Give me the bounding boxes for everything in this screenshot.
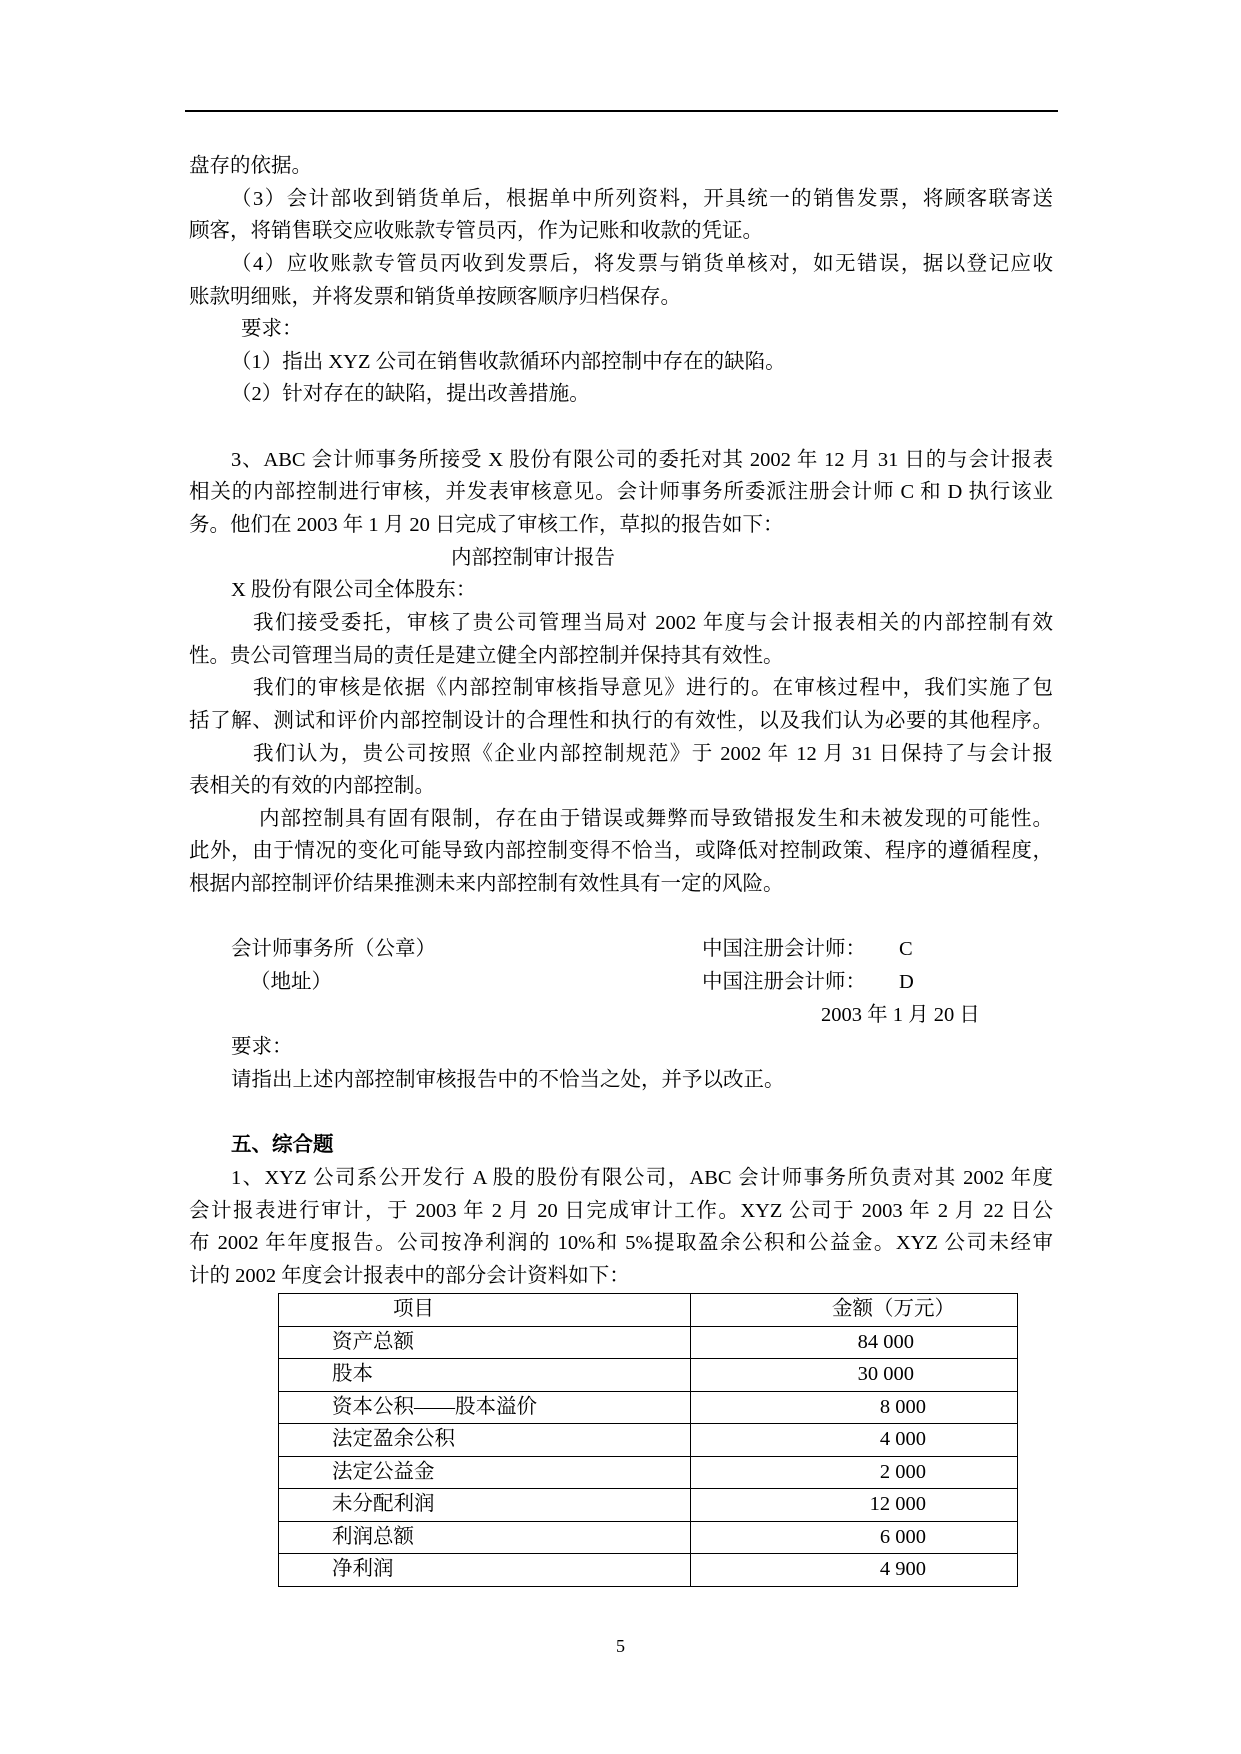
step-4-line-2: 账款明细账，并将发票和销货单按顾客顺序归档保存。 <box>189 285 681 308</box>
report-paragraph-line: 内部控制具有固有限制，存在由于错误或舞弊而导致错报发生和未被发现的可能性。 <box>259 807 1053 830</box>
signature-row-2 <box>189 966 1053 999</box>
requirement-item: 请指出上述内部控制审核报告中的不恰当之处，并予以改正。 <box>231 1068 785 1091</box>
report-paragraph-line: 括了解、测试和评价内部控制设计的合理性和执行的有效性，以及我们认为必要的其他程序。 <box>189 709 1053 732</box>
requirement-item: （2）针对存在的缺陷，提出改善措施。 <box>231 383 590 406</box>
table-row <box>279 1521 1018 1554</box>
table-header-row <box>279 1294 1018 1327</box>
report-paragraph-line: 我们的审核是依据《内部控制审核指导意见》进行的。在审核过程中，我们实施了包 <box>253 677 1053 700</box>
step-3-line-2: 顾客，将销售联交应收账款专管员丙，作为记账和收款的凭证。 <box>189 220 763 243</box>
signature-cpa-label: 中国注册会计师： <box>702 971 866 994</box>
table-row <box>279 1489 1018 1522</box>
question-3-intro-line: 相关的内部控制进行审核，并发表审核意见。会计师事务所委派注册会计师 C 和 D 执行该业 <box>189 481 1053 504</box>
requirements-label: 要求： <box>231 1036 293 1059</box>
question-3-intro-line: 3、ABC 会计师事务所接受 X 股份有限公司的委托对其 2002 年 12 月 31 日的与会计报表 <box>231 448 1053 471</box>
row-item: 未分配利润 <box>279 1489 691 1522</box>
row-item: 利润总额 <box>279 1521 691 1554</box>
table-row <box>279 1456 1018 1489</box>
row-amount: 84 000 <box>691 1326 1018 1359</box>
table-row <box>279 1391 1018 1424</box>
section-5-question-line: 布 2002 年年度报告。公司按净利润的 10%和 5%提取盈余公积和公益金。XYZ 公司未经审 <box>189 1232 1053 1255</box>
report-title: 内部控制审计报告 <box>451 546 615 569</box>
column-header-amount: 金额（万元） <box>691 1294 1018 1327</box>
table-row <box>279 1424 1018 1457</box>
section-5-question-line: 1、XYZ 公司系公开发行 A 股的股份有限公司，ABC 会计师事务所负责对其 2002 年度 <box>231 1166 1053 1189</box>
continued-line: 盘存的依据。 <box>189 155 312 177</box>
table-row <box>279 1359 1018 1392</box>
signature-date: 2003 年 1 月 20 日 <box>821 1003 980 1026</box>
row-amount: 30 000 <box>691 1359 1018 1392</box>
requirement-item: （1）指出 XYZ 公司在销售收款循环内部控制中存在的缺陷。 <box>231 350 786 373</box>
section-5-question-line: 会计报表进行审计，于 2003 年 2 月 20 日完成审计工作。XYZ 公司于 2003 年 2 月 22 日公 <box>189 1199 1053 1222</box>
report-paragraph-line: 我们接受委托，审核了贵公司管理当局对 2002 年度与会计报表相关的内部控制有效 <box>253 611 1053 634</box>
question-3-intro-line: 务。他们在 2003 年 1 月 20 日完成了审核工作，草拟的报告如下： <box>189 514 784 537</box>
report-paragraph-line: 根据内部控制评价结果推测未来内部控制有效性具有一定的风险。 <box>189 873 784 896</box>
accounting-data-table <box>278 1293 1018 1587</box>
page-number: 5 <box>616 1636 625 1656</box>
signature-address: （地址） <box>250 971 332 994</box>
row-amount: 2 000 <box>691 1456 1018 1489</box>
step-4-line-1: （4）应收账款专管员丙收到发票后，将发票与销货单核对，如无错误，据以登记应收 <box>231 252 1053 275</box>
step-3-line-1: （3）会计部收到销货单后，根据单中所列资料，开具统一的销售发票，将顾客联寄送 <box>231 187 1053 210</box>
row-amount: 4 000 <box>691 1424 1018 1457</box>
row-amount: 8 000 <box>691 1391 1018 1424</box>
column-header-item: 项目 <box>279 1294 691 1327</box>
row-amount: 6 000 <box>691 1521 1018 1554</box>
paragraph-spacer <box>189 901 1053 934</box>
signature-cpa-label: 中国注册会计师： <box>702 938 866 961</box>
report-paragraph-line: 我们认为，贵公司按照《企业内部控制规范》于 2002 年 12 月 31 日保持了与会计报 <box>253 742 1053 765</box>
row-item: 股本 <box>279 1359 691 1392</box>
signature-firm: 会计师事务所（公章） <box>231 938 436 961</box>
row-amount: 12 000 <box>691 1489 1018 1522</box>
section-heading: 五、综合题 <box>231 1134 334 1157</box>
table-row <box>279 1554 1018 1587</box>
body-text <box>189 150 1053 1292</box>
row-item: 法定盈余公积 <box>279 1424 691 1457</box>
header-rule <box>185 110 1058 112</box>
report-paragraph-line: 性。贵公司管理当局的责任是建立健全内部控制并保持其有效性。 <box>189 644 784 667</box>
signature-cpa-name: C <box>899 938 913 961</box>
section-5-question-line: 计的 2002 年度会计报表中的部分会计资料如下： <box>189 1264 630 1287</box>
row-item: 法定公益金 <box>279 1456 691 1489</box>
requirements-label: 要求： <box>241 318 303 341</box>
paragraph-spacer <box>189 411 1053 444</box>
table-row <box>279 1326 1018 1359</box>
report-paragraph-line: 此外，由于情况的变化可能导致内部控制变得不恰当，或降低对控制政策、程序的遵循程度， <box>189 840 1053 863</box>
report-salutation: X 股份有限公司全体股东： <box>231 579 477 602</box>
row-item: 资本公积——股本溢价 <box>279 1391 691 1424</box>
signature-row-1 <box>189 933 1053 966</box>
paragraph-spacer <box>189 1097 1053 1130</box>
row-item: 净利润 <box>279 1554 691 1587</box>
row-amount: 4 900 <box>691 1554 1018 1587</box>
signature-cpa-name: D <box>899 971 914 994</box>
row-item: 资产总额 <box>279 1326 691 1359</box>
report-paragraph-line: 表相关的有效的内部控制。 <box>189 775 435 798</box>
